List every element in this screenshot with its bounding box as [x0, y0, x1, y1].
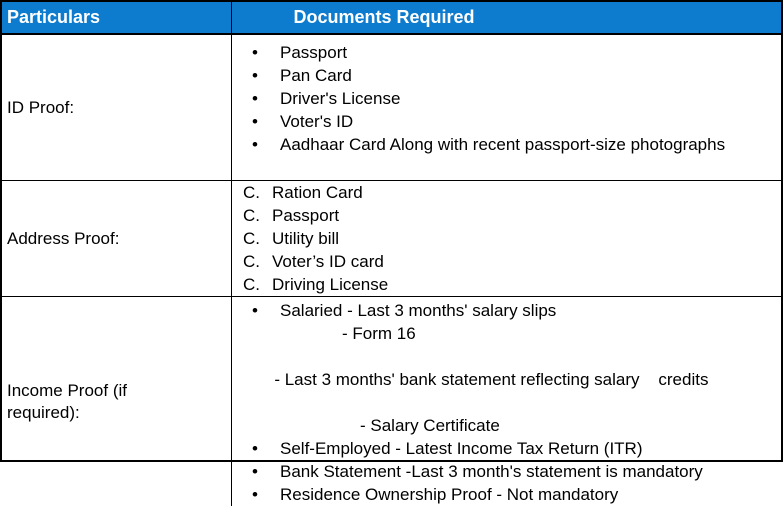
- bullet-icon: •: [252, 66, 258, 85]
- bullet-icon: •: [252, 462, 258, 481]
- particular-id-proof-label: ID Proof:: [7, 97, 75, 117]
- list-item-text: Residence Ownership Proof - Not mandatory: [280, 485, 619, 504]
- particular-address-proof: [2, 181, 232, 297]
- documents-id-proof: [232, 35, 781, 181]
- documents-income-proof: [232, 297, 781, 506]
- list-item: [232, 64, 767, 87]
- list-item-text: Aadhaar Card Along with recent passport-size photographs: [280, 135, 726, 154]
- list-item-text: Ration Card: [272, 183, 363, 202]
- list-item: [232, 87, 767, 110]
- bullet-icon: •: [252, 135, 258, 154]
- list-item: [232, 110, 767, 133]
- list-item-text: - Form 16: [342, 324, 416, 343]
- particular-address-proof-label: Address Proof:: [7, 228, 120, 248]
- list-item: [232, 227, 767, 250]
- list-item-text: Pan Card: [280, 66, 352, 85]
- list-item-text: - Last 3 months' bank statement reflecting salary credits: [274, 370, 709, 389]
- bullet-icon: •: [252, 439, 258, 458]
- list-item-text: Self-Employed - Latest Income Tax Return (ITR): [280, 439, 643, 458]
- letter-marker: C.: [243, 229, 260, 248]
- list-item: [232, 41, 767, 64]
- list-subitem: [232, 345, 767, 414]
- bullet-icon: •: [252, 112, 258, 131]
- list-item-text: Passport: [272, 206, 340, 225]
- list-item: [232, 250, 767, 273]
- list-item: [232, 460, 767, 483]
- bullet-icon: •: [252, 301, 258, 320]
- bullet-icon: •: [252, 485, 258, 504]
- bullet-icon: •: [252, 43, 258, 62]
- list-item-text: Salaried - Last 3 months' salary slips: [280, 301, 557, 320]
- list-item: [232, 133, 767, 156]
- list-subitem: [232, 322, 767, 345]
- col-header-documents-required: [232, 2, 781, 35]
- letter-marker: C.: [243, 275, 260, 294]
- list-item: [232, 437, 767, 460]
- list-item: [232, 204, 767, 227]
- bullet-icon: •: [252, 89, 258, 108]
- list-item: [232, 273, 767, 296]
- list-item-text: Driver's License: [280, 89, 401, 108]
- list-subitem: [232, 414, 767, 437]
- particular-income-proof-label: Income Proof (if required):: [7, 380, 127, 422]
- letter-marker: C.: [243, 206, 260, 225]
- list-item-text: Utility bill: [272, 229, 340, 248]
- particular-income-proof: [2, 297, 232, 506]
- col-header-documents-required-label: Documents Required: [293, 7, 475, 27]
- list-item-text: Voter's ID: [280, 112, 354, 131]
- list-item-text: Bank Statement -Last 3 month's statement is mandatory: [280, 462, 703, 481]
- list-item: [232, 299, 767, 322]
- letter-marker: C.: [243, 183, 260, 202]
- list-item: [232, 483, 767, 506]
- list-item-text: Voter’s ID card: [272, 252, 384, 271]
- list-item-text: Passport: [280, 43, 348, 62]
- list-item-text: - Salary Certificate: [360, 416, 500, 435]
- documents-address-proof: [232, 181, 781, 297]
- col-header-particulars: [2, 2, 232, 35]
- letter-marker: C.: [243, 252, 260, 271]
- particular-id-proof: [2, 35, 232, 181]
- col-header-particulars-label: Particulars: [7, 7, 101, 27]
- list-item: [232, 181, 767, 204]
- list-item-text: Driving License: [272, 275, 389, 294]
